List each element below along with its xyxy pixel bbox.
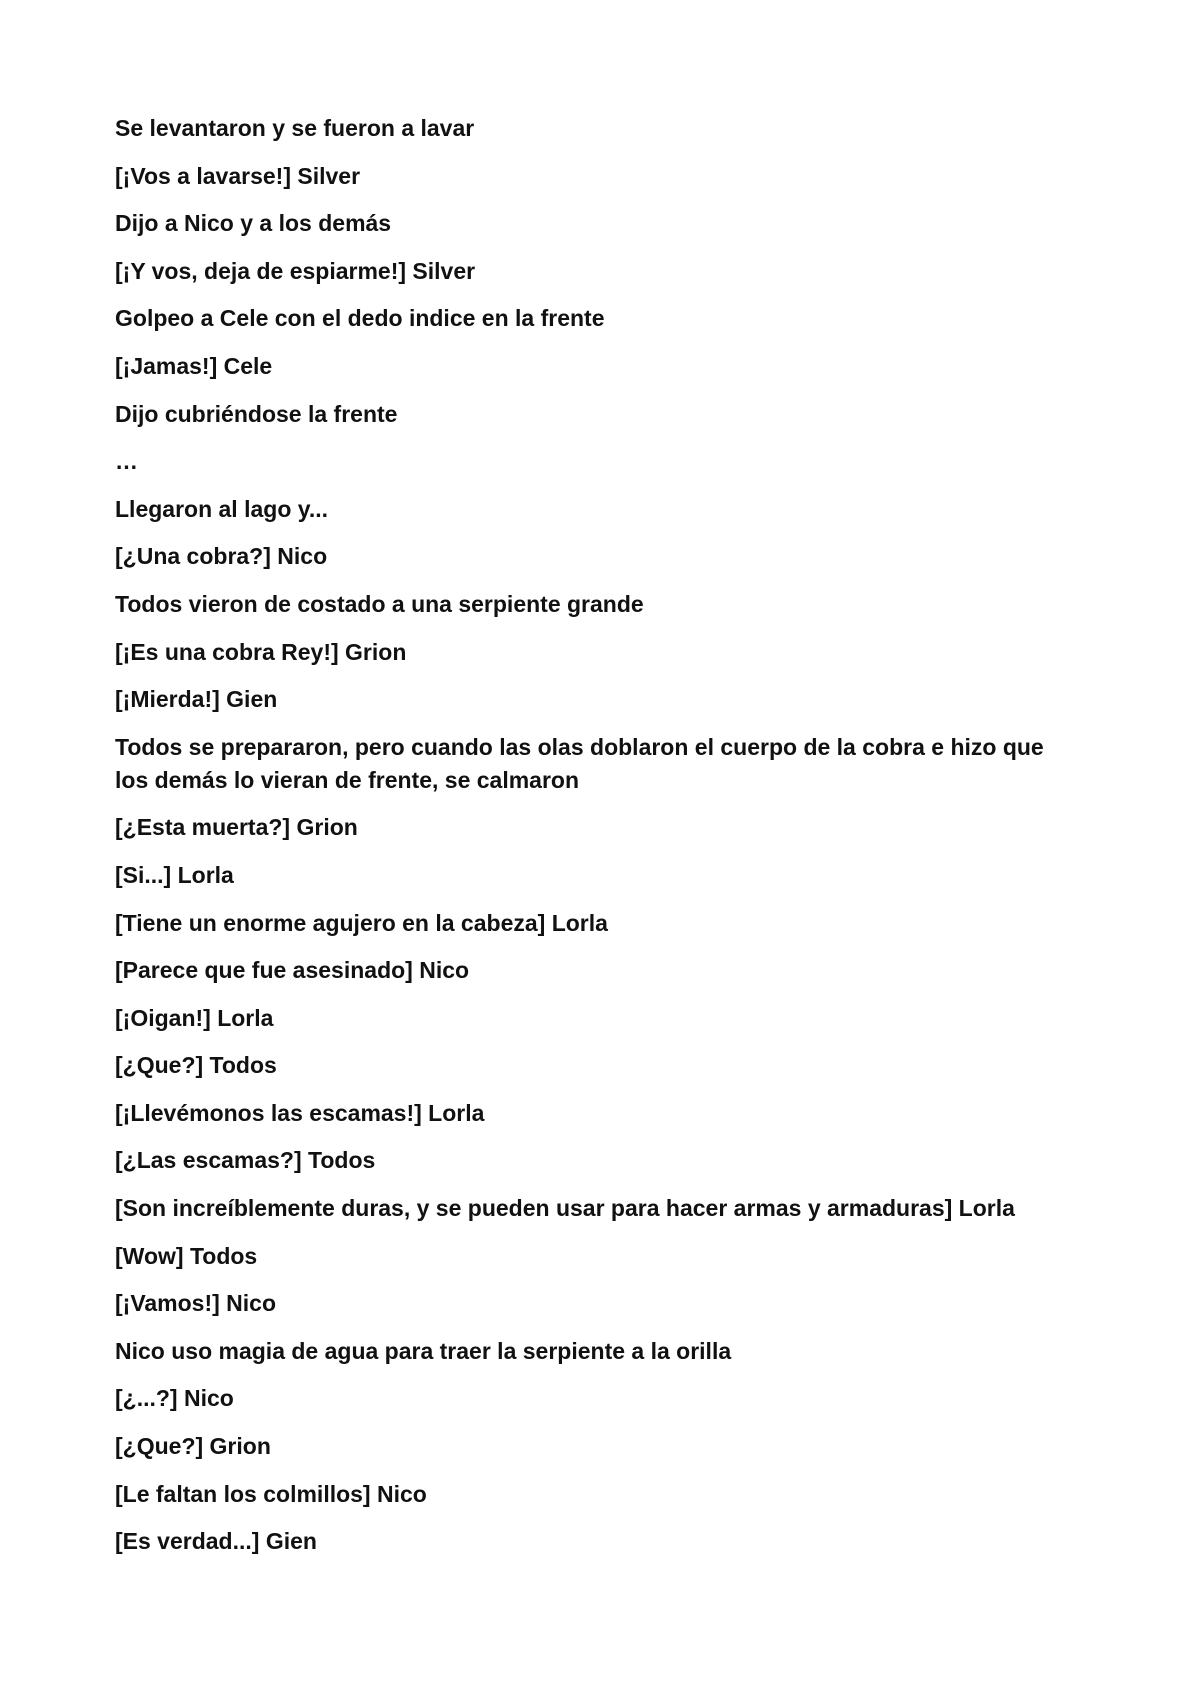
paragraph: [¡Vos a lavarse!] Silver: [115, 162, 361, 189]
paragraph: [¿Las escamas?] Todos: [115, 1147, 376, 1174]
paragraph: [¿Una cobra?] Nico: [115, 543, 328, 570]
paragraph: …: [115, 448, 138, 475]
paragraph: Golpeo a Cele con el dedo indice en la frente: [115, 305, 605, 332]
paragraph: [Wow] Todos: [115, 1242, 258, 1269]
paragraph: [¿Esta muerta?] Grion: [115, 814, 358, 841]
paragraph: [¡Y vos, deja de espiarme!] Silver: [115, 257, 476, 284]
paragraph: [¿Que?] Todos: [115, 1052, 277, 1079]
paragraph: Dijo a Nico y a los demás: [115, 210, 392, 237]
paragraph: [Le faltan los colmillos] Nico: [115, 1480, 427, 1507]
paragraph: [¿...?] Nico: [115, 1385, 234, 1412]
paragraph: [Tiene un enorme agujero en la cabeza] Lorla: [115, 909, 608, 936]
paragraph: Dijo cubriéndose la frente: [115, 400, 398, 427]
paragraph: Todos se prepararon, pero cuando las olas doblaron el cuerpo de la cobra e hizo que los demás lo vieran de frente, se calmaron: [115, 733, 1044, 793]
paragraph: [¡Mierda!] Gien: [115, 686, 278, 713]
paragraph: [¡Oigan!] Lorla: [115, 1004, 274, 1031]
paragraph: Llegaron al lago y...: [115, 495, 329, 522]
document-body: [115, 112, 1075, 1573]
paragraph: [¡Es una cobra Rey!] Grion: [115, 638, 407, 665]
paragraph: [Si...] Lorla: [115, 861, 234, 888]
paragraph: [Son increíblemente duras, y se pueden usar para hacer armas y armaduras] Lorla: [115, 1195, 1015, 1222]
paragraph: [¿Que?] Grion: [115, 1433, 271, 1460]
paragraph: Se levantaron y se fueron a lavar: [115, 115, 475, 141]
paragraph: [Parece que fue asesinado] Nico: [115, 957, 470, 984]
paragraph: [¡Llevémonos las escamas!] Lorla: [115, 1099, 485, 1126]
paragraph: [¡Vamos!] Nico: [115, 1290, 277, 1317]
paragraph: [¡Jamas!] Cele: [115, 352, 273, 379]
paragraph: [Es verdad...] Gien: [115, 1528, 317, 1555]
paragraph: Todos vieron de costado a una serpiente grande: [115, 590, 644, 617]
paragraph: Nico uso magia de agua para traer la serpiente a la orilla: [115, 1337, 732, 1364]
